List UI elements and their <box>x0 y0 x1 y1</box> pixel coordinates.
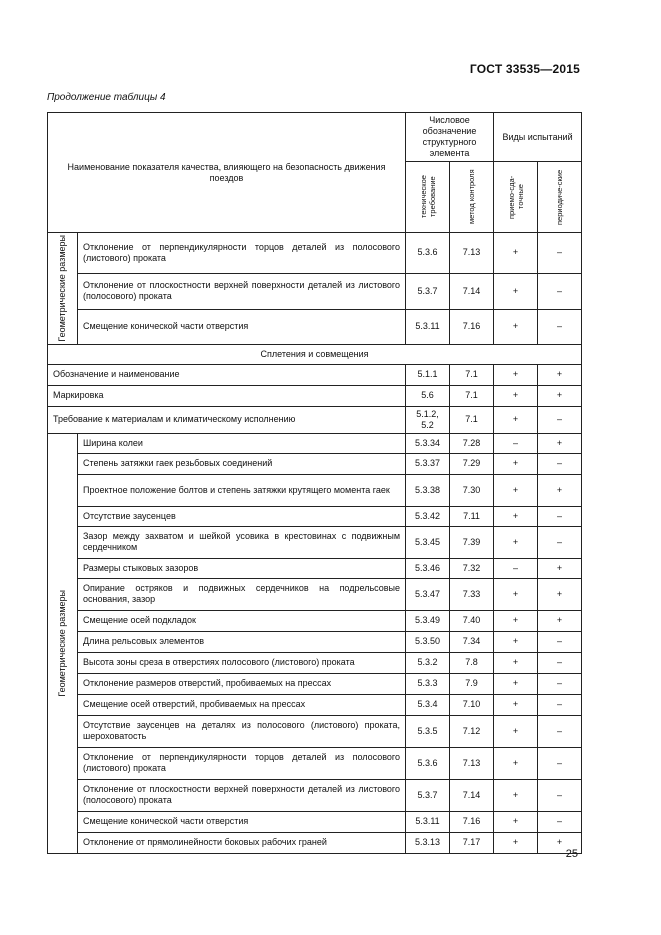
table-row <box>48 832 582 853</box>
group-label-text: Геометрические размеры <box>57 589 67 697</box>
acceptance-test-cell: + <box>494 474 538 506</box>
tech-req-cell: 5.3.42 <box>406 506 450 526</box>
indicator-name-cell: Обозначение и наименование <box>48 364 406 385</box>
periodic-test-cell: + <box>538 433 582 453</box>
periodic-test-cell: + <box>538 558 582 578</box>
tech-req-cell: 5.3.37 <box>406 453 450 474</box>
indicator-name-cell: Отклонение от плоскостности верхней поверхности деталей из листового (полосового) проката <box>78 779 406 811</box>
table-row <box>48 779 582 811</box>
table-row <box>48 747 582 779</box>
acceptance-test-cell: + <box>494 364 538 385</box>
periodic-test-cell: + <box>538 385 582 406</box>
indicator-name-cell: Зазор между захватом и шейкой усовика в крестовинах с подвижным сердечником <box>78 526 406 558</box>
periodic-test-cell: – <box>538 631 582 652</box>
header-periodic <box>538 162 582 233</box>
acceptance-test-cell: + <box>494 233 538 274</box>
periodic-test-cell: – <box>538 526 582 558</box>
periodic-test-cell: – <box>538 747 582 779</box>
acceptance-test-cell: + <box>494 526 538 558</box>
periodic-test-cell: + <box>538 832 582 853</box>
table-row <box>48 474 582 506</box>
acceptance-test-cell: – <box>494 558 538 578</box>
tech-req-cell: 5.3.6 <box>406 233 450 274</box>
periodic-test-cell: – <box>538 811 582 832</box>
table-row <box>48 385 582 406</box>
acceptance-test-cell: + <box>494 273 538 309</box>
table-row <box>48 364 582 385</box>
acceptance-test-cell: + <box>494 385 538 406</box>
tech-req-cell: 5.3.13 <box>406 832 450 853</box>
tech-req-cell: 5.3.2 <box>406 652 450 673</box>
table-row <box>48 309 582 344</box>
indicator-name-cell: Отклонение размеров отверстий, пробиваемых на прессах <box>78 673 406 694</box>
header-numeric-group: Числовое обозначение структурного элемента <box>406 113 494 162</box>
acceptance-test-cell: + <box>494 652 538 673</box>
table-row <box>48 673 582 694</box>
indicator-name-cell: Отклонение от перпендикулярности торцов деталей из полосового (листового) проката <box>78 233 406 274</box>
group-label-cell <box>48 433 78 853</box>
indicator-name-cell: Отсутствие заусенцев на деталях из полосового (листового) проката, шероховатость <box>78 715 406 747</box>
control-method-cell: 7.40 <box>450 610 494 631</box>
indicator-name-cell: Ширина колеи <box>78 433 406 453</box>
control-method-cell: 7.16 <box>450 309 494 344</box>
table-row <box>48 406 582 433</box>
acceptance-test-cell: – <box>494 433 538 453</box>
periodic-test-cell: – <box>538 652 582 673</box>
control-method-cell: 7.33 <box>450 578 494 610</box>
periodic-test-cell: – <box>538 506 582 526</box>
tech-req-cell: 5.3.34 <box>406 433 450 453</box>
indicator-name-cell: Длина рельсовых элементов <box>78 631 406 652</box>
header-name-column: Наименование показателя качества, влияющего на безопасность движения поездов <box>48 113 406 233</box>
periodic-test-cell: – <box>538 779 582 811</box>
acceptance-test-cell: + <box>494 406 538 433</box>
indicator-name-cell: Смещение осей подкладок <box>78 610 406 631</box>
periodic-test-cell: + <box>538 364 582 385</box>
tech-req-cell: 5.3.7 <box>406 779 450 811</box>
tech-req-cell: 5.3.6 <box>406 747 450 779</box>
periodic-test-cell: + <box>538 610 582 631</box>
tech-req-cell: 5.3.4 <box>406 694 450 715</box>
section-title-cell: Сплетения и совмещения <box>48 344 582 364</box>
periodic-test-cell: – <box>538 233 582 274</box>
header-acceptance <box>494 162 538 233</box>
tech-req-cell: 5.3.46 <box>406 558 450 578</box>
table-row <box>48 631 582 652</box>
control-method-cell: 7.34 <box>450 631 494 652</box>
table-row <box>48 610 582 631</box>
indicator-name-cell: Отклонение от перпендикулярности торцов деталей из полосового (листового) проката <box>78 747 406 779</box>
periodic-test-cell: – <box>538 453 582 474</box>
table-row <box>48 811 582 832</box>
periodic-test-cell: + <box>538 578 582 610</box>
control-method-cell: 7.9 <box>450 673 494 694</box>
control-method-cell: 7.1 <box>450 406 494 433</box>
indicator-name-cell: Опирание остряков и подвижных сердечников на подрельсовые основания, зазор <box>78 578 406 610</box>
acceptance-test-cell: + <box>494 715 538 747</box>
indicator-name-cell: Отклонение от плоскостности верхней поверхности деталей из листового (полосового) проката <box>78 273 406 309</box>
acceptance-test-cell: + <box>494 811 538 832</box>
periodic-test-cell: – <box>538 673 582 694</box>
table-row <box>48 652 582 673</box>
control-method-cell: 7.11 <box>450 506 494 526</box>
header-periodic-text: периодиче-ские <box>555 169 565 225</box>
control-method-cell: 7.28 <box>450 433 494 453</box>
control-method-cell: 7.1 <box>450 385 494 406</box>
periodic-test-cell: + <box>538 474 582 506</box>
control-method-cell: 7.13 <box>450 747 494 779</box>
acceptance-test-cell: + <box>494 747 538 779</box>
table-row <box>48 433 582 453</box>
indicator-name-cell: Смещение осей отверстий, пробиваемых на прессах <box>78 694 406 715</box>
control-method-cell: 7.8 <box>450 652 494 673</box>
tech-req-cell: 5.3.11 <box>406 309 450 344</box>
header-tech-req <box>406 162 450 233</box>
acceptance-test-cell: + <box>494 673 538 694</box>
indicator-name-cell: Проектное положение болтов и степень затяжки крутящего момента гаек <box>78 474 406 506</box>
control-method-cell: 7.39 <box>450 526 494 558</box>
indicator-name-cell: Степень затяжки гаек резьбовых соединений <box>78 453 406 474</box>
control-method-cell: 7.1 <box>450 364 494 385</box>
header-tests-group: Виды испытаний <box>494 113 582 162</box>
tech-req-cell: 5.3.11 <box>406 811 450 832</box>
document-code: ГОСТ 33535—2015 <box>469 62 580 76</box>
group-label-cell <box>48 233 78 345</box>
control-method-cell: 7.13 <box>450 233 494 274</box>
periodic-test-cell: – <box>538 273 582 309</box>
tech-req-cell: 5.3.50 <box>406 631 450 652</box>
tech-req-cell: 5.3.7 <box>406 273 450 309</box>
indicator-name-cell: Размеры стыковых зазоров <box>78 558 406 578</box>
indicator-name-cell: Маркировка <box>48 385 406 406</box>
group-label-text: Геометрические размеры <box>57 235 67 342</box>
acceptance-test-cell: + <box>494 610 538 631</box>
indicator-name-cell: Смещение конической части отверстия <box>78 811 406 832</box>
table-row <box>48 578 582 610</box>
table-row <box>48 273 582 309</box>
acceptance-test-cell: + <box>494 694 538 715</box>
table-row <box>48 694 582 715</box>
indicator-name-cell: Смещение конической части отверстия <box>78 309 406 344</box>
header-control-method <box>450 162 494 233</box>
tech-req-cell: 5.3.38 <box>406 474 450 506</box>
header-tech-req-text: техническое требование <box>418 175 437 219</box>
indicator-name-cell: Высота зоны среза в отверстиях полосового (листового) проката <box>78 652 406 673</box>
periodic-test-cell: – <box>538 715 582 747</box>
table-row <box>48 715 582 747</box>
acceptance-test-cell: + <box>494 506 538 526</box>
acceptance-test-cell: + <box>494 309 538 344</box>
control-method-cell: 7.32 <box>450 558 494 578</box>
tech-req-cell: 5.3.49 <box>406 610 450 631</box>
control-method-cell: 7.30 <box>450 474 494 506</box>
tech-req-cell: 5.3.47 <box>406 578 450 610</box>
periodic-test-cell: – <box>538 694 582 715</box>
table-row <box>48 526 582 558</box>
acceptance-test-cell: + <box>494 832 538 853</box>
page-number: 25 <box>565 848 578 860</box>
tech-req-cell: 5.3.3 <box>406 673 450 694</box>
acceptance-test-cell: + <box>494 578 538 610</box>
header-row-1 <box>48 113 582 162</box>
acceptance-test-cell: + <box>494 453 538 474</box>
tech-req-cell: 5.1.2, 5.2 <box>406 406 450 433</box>
control-method-cell: 7.16 <box>450 811 494 832</box>
indicator-name-cell: Отклонение от прямолинейности боковых рабочих граней <box>78 832 406 853</box>
tech-req-cell: 5.3.5 <box>406 715 450 747</box>
table-continuation-label: Продолжение таблицы 4 <box>47 92 166 103</box>
control-method-cell: 7.14 <box>450 273 494 309</box>
control-method-cell: 7.10 <box>450 694 494 715</box>
control-method-cell: 7.17 <box>450 832 494 853</box>
periodic-test-cell: – <box>538 309 582 344</box>
indicator-name-cell: Отсутствие заусенцев <box>78 506 406 526</box>
tech-req-cell: 5.1.1 <box>406 364 450 385</box>
periodic-test-cell: – <box>538 406 582 433</box>
tech-req-cell: 5.6 <box>406 385 450 406</box>
tech-req-cell: 5.3.45 <box>406 526 450 558</box>
acceptance-test-cell: + <box>494 631 538 652</box>
header-control-method-text: метод контроля <box>467 169 477 225</box>
header-acceptance-text: приемо-сда-точные <box>506 175 525 219</box>
quality-indicators-table <box>47 112 582 854</box>
control-method-cell: 7.14 <box>450 779 494 811</box>
control-method-cell: 7.29 <box>450 453 494 474</box>
indicator-name-cell: Требование к материалам и климатическому исполнению <box>48 406 406 433</box>
table-row <box>48 453 582 474</box>
acceptance-test-cell: + <box>494 779 538 811</box>
table-row <box>48 233 582 274</box>
table-row <box>48 506 582 526</box>
control-method-cell: 7.12 <box>450 715 494 747</box>
section-title-row <box>48 344 582 364</box>
table-row <box>48 558 582 578</box>
